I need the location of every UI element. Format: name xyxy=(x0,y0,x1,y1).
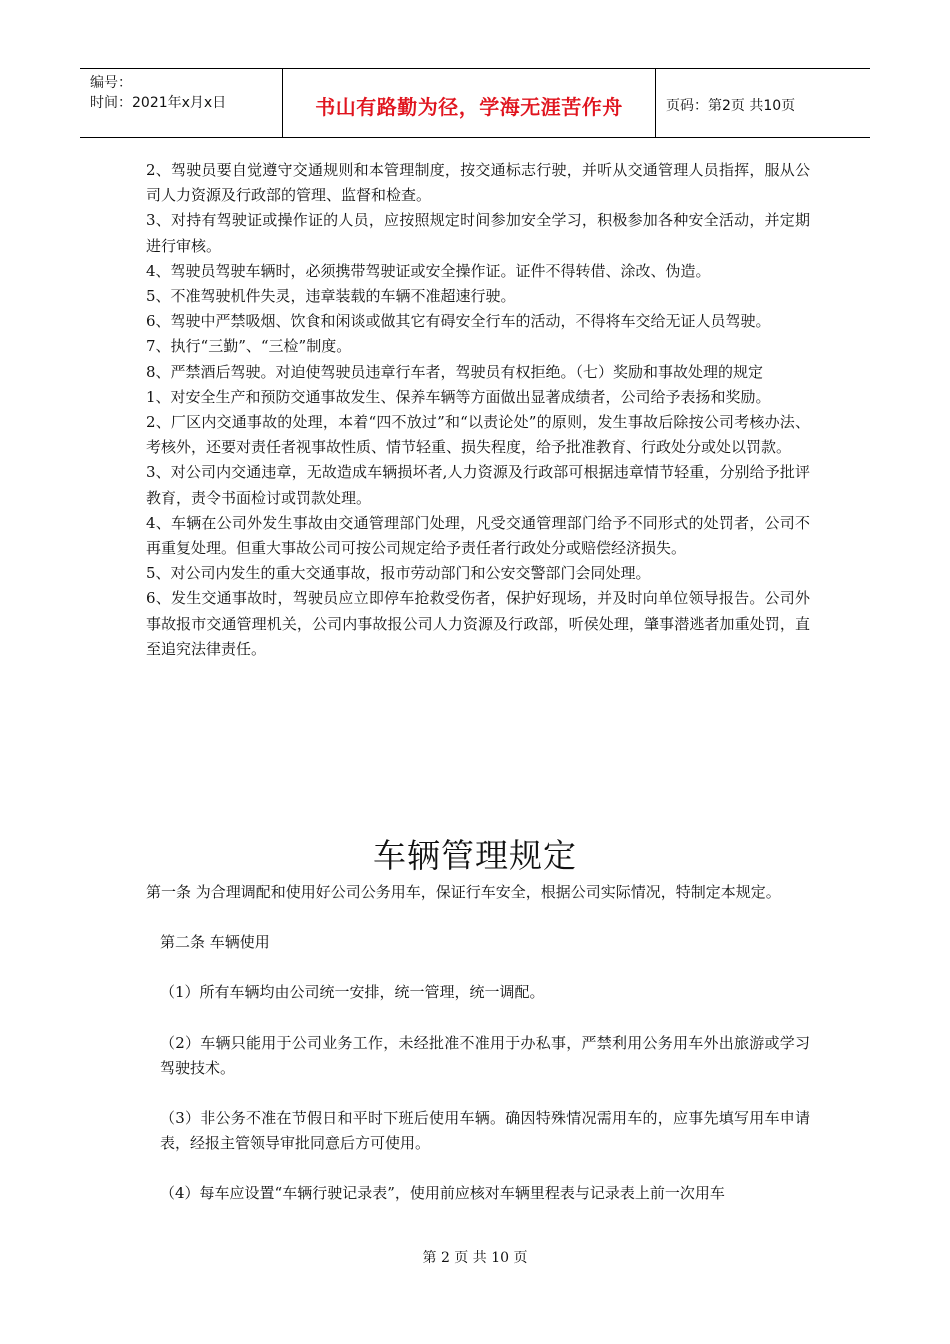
page-header xyxy=(80,68,870,138)
document-date-label: 时间：2021年x月x日 xyxy=(90,95,227,111)
rule-paragraph: 8、严禁酒后驾驶。对迫使驾驶员违章行车者，驾驶员有权拒绝。（七）奖励和事故处理的规定 xyxy=(146,362,764,381)
article-1: 第一条 为合理调配和使用好公司公务用车，保证行车安全，根据公司实际情况，特制定本规定。 xyxy=(146,883,781,901)
article-item: （1）所有车辆均由公司统一安排，统一管理，统一调配。 xyxy=(160,983,545,1002)
article-item: （2）车辆只能用于公司业务工作，未经批准不准用于办私事，严禁利用公务用车外出旅游或学习驾驶技术。 xyxy=(160,1033,810,1077)
article-item: （3）非公务不准在节假日和平时下班后使用车辆。确因特殊情况需用车的，应事先填写用车申请表，经报主管领导审批同意后方可使用。 xyxy=(160,1109,810,1153)
document-number-label: 编号： xyxy=(90,75,132,91)
rule-paragraph: 4、车辆在公司外发生事故由交通管理部门处理，凡受交通管理部门给予不同形式的处罚者，公司不再重复处理。但重大事故公司可按公司规定给予责任者行政处分或赔偿经济损失。 xyxy=(146,513,810,558)
rule-paragraph: 1、对安全生产和预防交通事故发生、保养车辆等方面做出显著成绩者，公司给予表扬和奖励。 xyxy=(146,387,771,406)
rules-section xyxy=(146,158,810,662)
rule-paragraph: 3、对公司内交通违章，无故造成车辆损坏者,人力资源及行政部可根据违章情节轻重，分别给予批评教育，责令书面检讨或罚款处理。 xyxy=(146,463,810,507)
rule-paragraph: 7、执行“三勤”、“三检”制度。 xyxy=(146,337,352,356)
rule-paragraph: 5、不准驾驶机件失灵，违章装载的车辆不准超速行驶。 xyxy=(146,287,516,306)
vehicle-rules-section xyxy=(146,880,810,1207)
rule-paragraph: 3、对持有驾驶证或操作证的人员，应按照规定时间参加安全学习，积极参加各种安全活动，并定期进行审核。 xyxy=(146,211,810,255)
article-item: （4）每车应设置“车辆行驶记录表”，使用前应核对车辆里程表与记录表上前一次用车 xyxy=(160,1184,725,1203)
rule-paragraph: 5、对公司内发生的重大交通事故，报市劳动部门和公安交警部门会同处理。 xyxy=(146,564,651,583)
rule-paragraph: 4、驾驶员驾驶车辆时，必须携带驾驶证或安全操作证。证件不得转借、涂改、伪造。 xyxy=(146,261,711,280)
article-2-heading: 第二条 车辆使用 xyxy=(160,933,270,952)
header-page-info: 页码：第2页 共10页 xyxy=(666,98,796,114)
rule-paragraph: 6、驾驶中严禁吸烟、饮食和闲谈或做其它有碍安全行车的活动，不得将车交给无证人员驾驶。 xyxy=(146,312,771,331)
header-motto: 书山有路勤为径，学海无涯苦作舟 xyxy=(283,69,656,137)
rule-paragraph: 2、厂区内交通事故的处理，本着“四不放过”和“以责论处”的原则，发生事故后除按公司考核办法、考核外，还要对责任者视事故性质、情节轻重、损失程度，给予批准教育、行政处分或处以罚款。 xyxy=(146,413,810,457)
page-footer: 第 2 页 共 10 页 xyxy=(422,1250,528,1266)
section-title: 车辆管理规定 xyxy=(373,836,577,875)
rule-paragraph: 2、驾驶员要自觉遵守交通规则和本管理制度，按交通标志行驶，并听从交通管理人员指挥，服从公司人力资源及行政部的管理、监督和检查。 xyxy=(146,161,810,205)
rule-paragraph: 6、发生交通事故时，驾驶员应立即停车抢救受伤者，保护好现场，并及时向单位领导报告。公司外事故报市交通管理机关，公司内事故报公司人力资源及行政部，听侯处理，肇事潜逃者加重处罚，直至追究法律责任。 xyxy=(146,589,810,658)
header-meta xyxy=(80,69,283,137)
